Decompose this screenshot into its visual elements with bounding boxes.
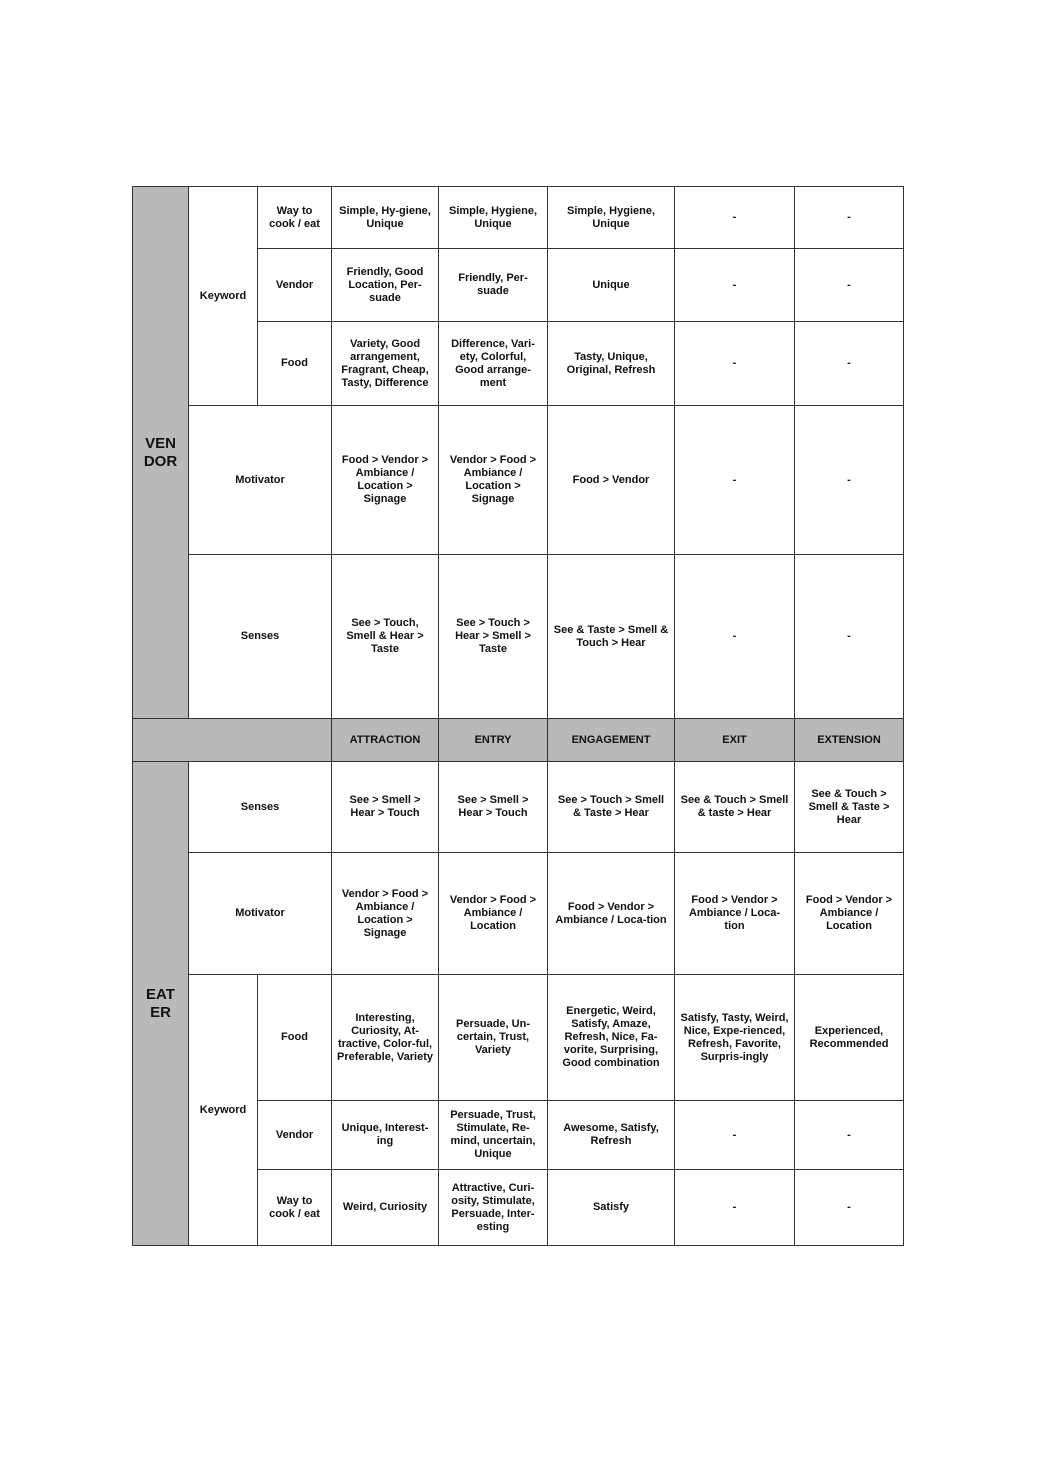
row-label: Motivator xyxy=(189,406,332,555)
table-cell: - xyxy=(795,406,904,555)
table-cell: Friendly, Good Location, Per-suade xyxy=(332,249,439,322)
stage-header-extension: EXTENSION xyxy=(795,719,904,762)
eater-side-label: EATER xyxy=(133,762,189,1246)
table-cell: Simple, Hy-giene, Unique xyxy=(332,187,439,249)
row-label: Way to cook / eat xyxy=(258,187,332,249)
stage-header-attraction: ATTRACTION xyxy=(332,719,439,762)
eater-keyword-label: Keyword xyxy=(189,975,258,1246)
row-label: Way to cook / eat xyxy=(258,1170,332,1246)
table-cell: Experienced, Recommended xyxy=(795,975,904,1101)
table-cell: Persuade, Trust, Stimulate, Re-mind, uncertain, Unique xyxy=(439,1101,548,1170)
table-cell: Satisfy, Tasty, Weird, Nice, Expe-rienced, Refresh, Favorite, Surpris-ingly xyxy=(675,975,795,1101)
table-cell: - xyxy=(795,555,904,719)
stage-header-row xyxy=(133,719,904,762)
vendor-keyword-row-way-to-cook xyxy=(133,187,904,249)
table-cell: Food > Vendor > Ambiance / Loca-tion xyxy=(675,853,795,975)
row-label: Vendor xyxy=(258,1101,332,1170)
table-cell: Simple, Hygiene, Unique xyxy=(548,187,675,249)
table-cell: Weird, Curiosity xyxy=(332,1170,439,1246)
vendor-side-label: VENDOR xyxy=(133,187,189,719)
table-cell: Awesome, Satisfy, Refresh xyxy=(548,1101,675,1170)
stage-header-exit: EXIT xyxy=(675,719,795,762)
table-cell: - xyxy=(675,1170,795,1246)
table-cell: - xyxy=(795,1170,904,1246)
table-cell: - xyxy=(795,187,904,249)
row-label: Senses xyxy=(189,762,332,853)
table-cell: Food > Vendor > Ambiance / Loca-tion xyxy=(548,853,675,975)
table-cell: Food > Vendor > Ambiance / Location xyxy=(795,853,904,975)
eater-keyword-row-food xyxy=(133,975,904,1101)
table-cell: Vendor > Food > Ambiance / Location xyxy=(439,853,548,975)
table-cell: See & Taste > Smell & Touch > Hear xyxy=(548,555,675,719)
table-cell: Unique, Interest-ing xyxy=(332,1101,439,1170)
stage-header-entry: ENTRY xyxy=(439,719,548,762)
table-cell: See > Touch > Hear > Smell > Taste xyxy=(439,555,548,719)
table-cell: Difference, Vari-ety, Colorful, Good arrange-ment xyxy=(439,322,548,406)
table-cell: Energetic, Weird, Satisfy, Amaze, Refresh, Nice, Fa-vorite, Surprising, Good combination xyxy=(548,975,675,1101)
eater-senses-row xyxy=(133,762,904,853)
vendor-keyword-label: Keyword xyxy=(189,187,258,406)
row-label: Food xyxy=(258,322,332,406)
row-label: Food xyxy=(258,975,332,1101)
table-cell: Variety, Good arrangement, Fragrant, Cheap, Tasty, Difference xyxy=(332,322,439,406)
eater-motivator-row xyxy=(133,853,904,975)
vendor-senses-row xyxy=(133,555,904,719)
table-cell: - xyxy=(795,322,904,406)
table-cell: See > Smell > Hear > Touch xyxy=(439,762,548,853)
table-cell: Vendor > Food > Ambiance / Location > Signage xyxy=(332,853,439,975)
table-cell: Interesting, Curiosity, At-tractive, Color-ful, Preferable, Variety xyxy=(332,975,439,1101)
table-cell: Satisfy xyxy=(548,1170,675,1246)
table-cell: See & Touch > Smell & taste > Hear xyxy=(675,762,795,853)
table-cell: Simple, Hygiene, Unique xyxy=(439,187,548,249)
row-label: Senses xyxy=(189,555,332,719)
stage-header-engagement: ENGAGEMENT xyxy=(548,719,675,762)
table-cell: - xyxy=(675,187,795,249)
row-label: Vendor xyxy=(258,249,332,322)
vendor-motivator-row xyxy=(133,406,904,555)
table-cell: - xyxy=(795,249,904,322)
table-cell: Unique xyxy=(548,249,675,322)
table-cell: - xyxy=(675,555,795,719)
table-cell: See > Touch > Smell & Taste > Hear xyxy=(548,762,675,853)
row-label: Motivator xyxy=(189,853,332,975)
table-cell: See > Touch, Smell & Hear > Taste xyxy=(332,555,439,719)
journey-table xyxy=(132,186,904,1246)
header-blank-cell xyxy=(133,719,332,762)
table-cell: - xyxy=(675,1101,795,1170)
table-cell: Food > Vendor xyxy=(548,406,675,555)
journey-table-container xyxy=(132,186,904,1246)
table-cell: - xyxy=(675,249,795,322)
table-cell: Food > Vendor > Ambiance / Location > Signage xyxy=(332,406,439,555)
table-cell: - xyxy=(675,406,795,555)
table-cell: See > Smell > Hear > Touch xyxy=(332,762,439,853)
table-cell: Tasty, Unique, Original, Refresh xyxy=(548,322,675,406)
table-cell: Attractive, Curi-osity, Stimulate, Persuade, Inter-esting xyxy=(439,1170,548,1246)
table-cell: Friendly, Per-suade xyxy=(439,249,548,322)
table-cell: Vendor > Food > Ambiance / Location > Signage xyxy=(439,406,548,555)
table-cell: Persuade, Un-certain, Trust, Variety xyxy=(439,975,548,1101)
table-cell: See & Touch > Smell & Taste > Hear xyxy=(795,762,904,853)
table-cell: - xyxy=(675,322,795,406)
table-cell: - xyxy=(795,1101,904,1170)
